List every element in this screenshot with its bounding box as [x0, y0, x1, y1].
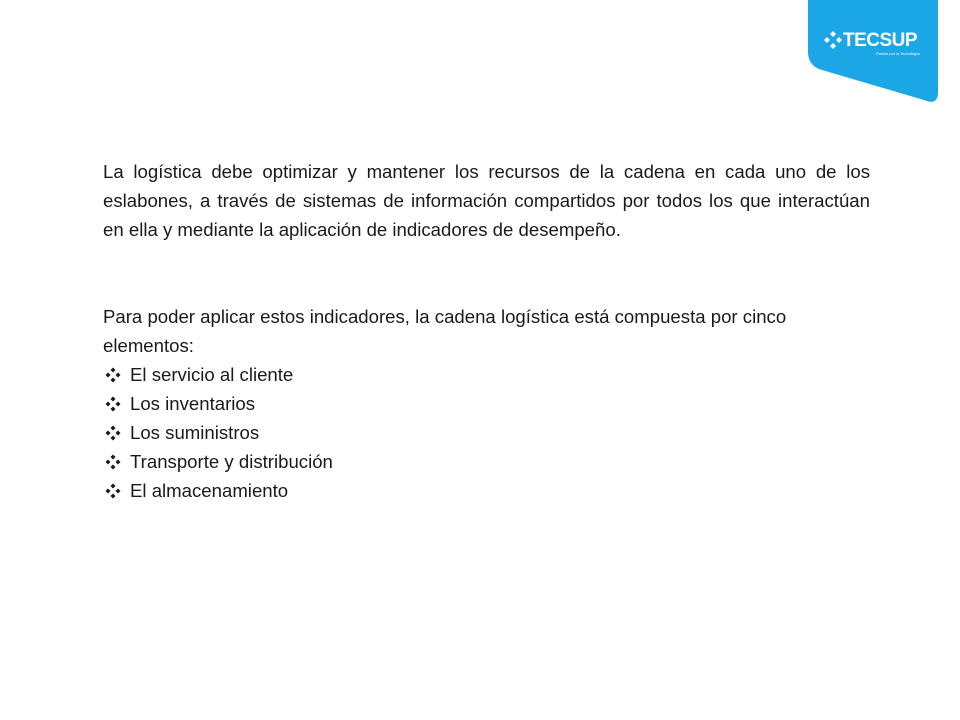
list-item-label: Los suministros — [130, 422, 260, 443]
diamond-bullet-icon — [105, 483, 121, 499]
logo-wordmark: TECSUP — [843, 30, 918, 51]
list-item — [103, 447, 870, 476]
list-item — [103, 476, 870, 505]
elements-list — [103, 360, 870, 505]
diamond-bullet-icon — [105, 396, 121, 412]
list-item — [103, 389, 870, 418]
list-item — [103, 418, 870, 447]
elements-paragraph: Para poder aplicar estos indicadores, la cadena logística está compuesta por cinco elementos: — [103, 306, 787, 356]
list-item-label: El servicio al cliente — [130, 364, 294, 385]
tecsup-logo-icon — [823, 30, 843, 55]
list-item — [103, 360, 870, 389]
diamond-bullet-icon — [105, 425, 121, 441]
intro-paragraph: La logística debe optimizar y mantener los recursos de la cadena en cada uno de los eslabones, a través de sistemas de información compartidos por todos los que interactúan en ella y mediante la aplicación de indicadores de desempeño. — [103, 161, 870, 240]
logo-tagline: Pasión por la Tecnología — [876, 51, 920, 56]
list-item-label: Los inventarios — [130, 393, 256, 414]
list-item-label: Transporte y distribución — [130, 451, 333, 472]
diamond-bullet-icon — [105, 454, 121, 470]
slide-content — [103, 157, 870, 505]
diamond-bullet-icon — [105, 367, 121, 383]
list-item-label: El almacenamiento — [130, 480, 289, 501]
